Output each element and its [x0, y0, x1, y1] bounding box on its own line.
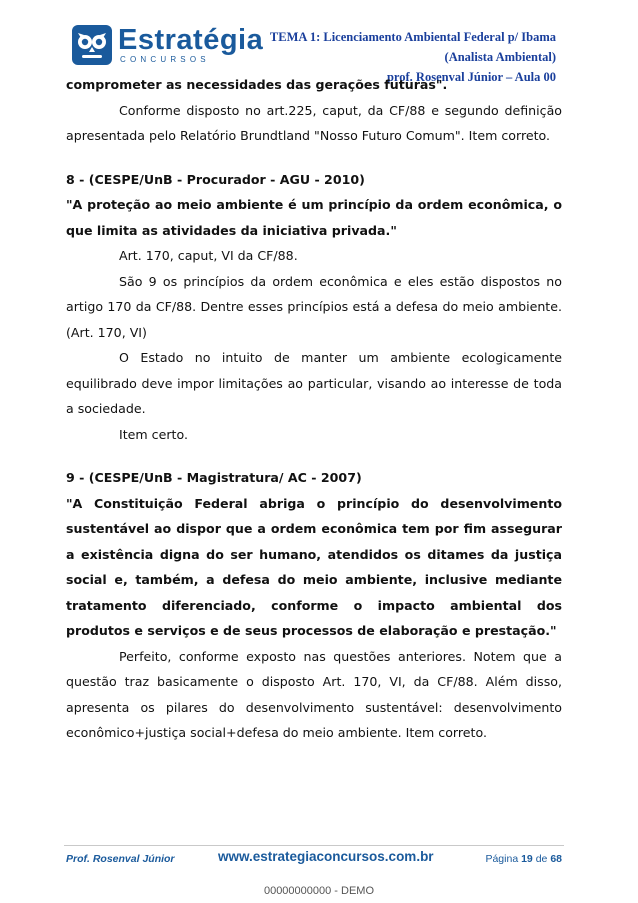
- question-8-answer-state: O Estado no intuito de manter um ambiente ecologicamente equilibrado deve impor limitações ao particular, visando ao interesse de toda a sociedade.: [66, 350, 562, 416]
- question-9-statement: "A Constituição Federal abriga o princípio do desenvolvimento sustentável ao dispor que a ordem econômica tem por fim assegurar a existência digna do ser humano, atendidos os ditames da justiça social e, também, a defesa do meio ambiente, inclusive mediante tratamento diferenciado, conforme o impacto ambiental dos produtos e serviços e de seus processos de elaboração e prestação.": [66, 495, 562, 638]
- question-8-answer-principles: São 9 os princípios da ordem econômica e eles estão dispostos no artigo 170 da CF/88. Dentre esses princípios está a defesa do meio ambiente. (Art. 170, VI): [66, 273, 562, 340]
- footer-divider: [64, 845, 564, 846]
- footer-author: Prof. Rosenval Júnior: [66, 853, 175, 865]
- page-of: de: [535, 853, 548, 865]
- footer-website-link[interactable]: www.estrategiaconcursos.com.br: [218, 849, 434, 864]
- page-total: 68: [550, 853, 562, 865]
- paragraph-continuation: comprometer as necessidades das gerações futuras".: [66, 77, 448, 92]
- page-number: [485, 853, 562, 865]
- header-title: TEMA 1: Licenciamento Ambiental Federal p/ Ibama: [269, 30, 556, 44]
- logo-name: Estratégia: [118, 24, 264, 56]
- estrategia-logo: [72, 25, 263, 65]
- document-body: [66, 72, 562, 746]
- question-8-title: 8 - (CESPE/UnB - Procurador - AGU - 2010): [66, 171, 365, 187]
- question-8-answer-ref: Art. 170, caput, VI da CF/88.: [119, 248, 298, 263]
- header-subtitle: (Analista Ambiental): [444, 50, 556, 64]
- demo-watermark: 00000000000 - DEMO: [263, 885, 375, 897]
- question-8-statement: "A proteção ao meio ambiente é um princípio da ordem econômica, o que limita as atividades da iniciativa privada.": [66, 197, 562, 238]
- owl-logo-icon: [72, 25, 112, 65]
- page-current: 19: [521, 853, 533, 865]
- paragraph-answer-7: Conforme disposto no art.225, caput, da CF/88 e segundo definição apresentada pelo Relatório Brundtland "Nosso Futuro Comum". Item correto.: [66, 102, 562, 143]
- page-label: Página: [485, 853, 519, 865]
- question-9-title: 9 - (CESPE/UnB - Magistratura/ AC - 2007): [66, 470, 362, 485]
- header-author: prof. Rosenval Júnior – Aula 00: [386, 70, 556, 84]
- question-8-verdict: Item certo.: [119, 426, 188, 442]
- logo-subtitle: CONCURSOS: [120, 55, 210, 64]
- question-9-answer: Perfeito, conforme exposto nas questões anteriores. Notem que a questão traz basicamente o disposto Art. 170, VI, da CF/88. Além disso, apresenta os pilares do desenvolvimento sustentável: desenvolvimento econômico+justiça social+defesa do meio ambiente. Item correto.: [66, 648, 562, 740]
